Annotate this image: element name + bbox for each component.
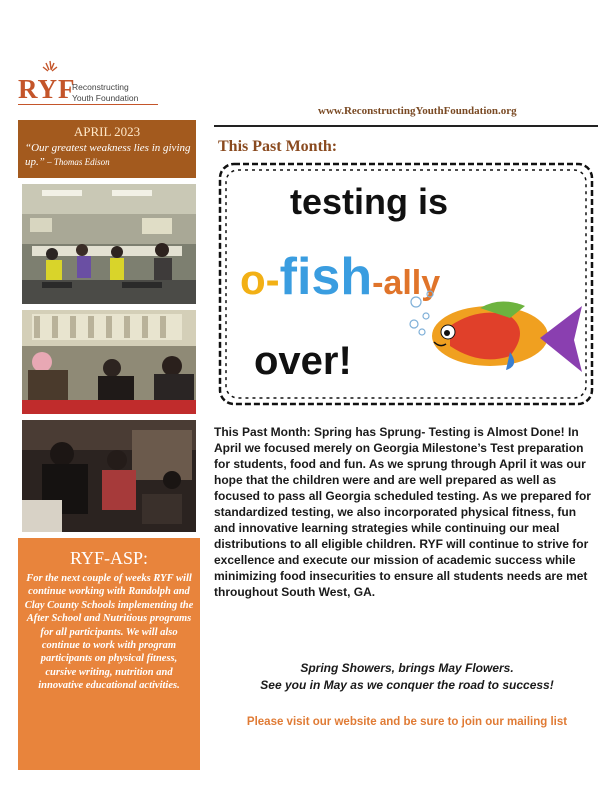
art-line-1: testing is xyxy=(290,181,449,222)
logo-mark: RYF xyxy=(18,74,76,104)
logo-tagline-2: Youth Foundation xyxy=(72,93,139,103)
art-line-2-fish: fish xyxy=(279,248,373,306)
logo-underline xyxy=(18,104,158,105)
logo-tagline-1: Reconstructing xyxy=(72,82,129,92)
testing-fish-illustration xyxy=(210,156,602,412)
closing-line-1: Spring Showers, brings May Flowers. xyxy=(300,661,514,675)
classroom-photo-1 xyxy=(22,184,196,304)
art-line-3: over! xyxy=(254,339,352,383)
website-link[interactable]: www.ReconstructingYouthFoundation.org xyxy=(318,105,517,117)
visit-website-cta[interactable]: Please visit our website and be sure to join our mailing list xyxy=(246,716,568,728)
classroom-photo-3 xyxy=(22,420,196,532)
quote-text xyxy=(25,141,193,169)
asp-title: RYF-ASP: xyxy=(69,548,149,568)
closing-message xyxy=(214,660,600,694)
header-rule xyxy=(214,125,598,127)
asp-box xyxy=(18,538,200,770)
asp-text: For the next couple of weeks RYF will continue working with Randolph and Clay County Schools implementing the After School and Nutritious programs for all participants. We will also continue to work with program participants on physical fitness, cursive writing, nutrition and innovative educational activities. xyxy=(24,573,194,692)
art-line-2-o: o- xyxy=(240,256,280,303)
issue-month: APRIL 2023 xyxy=(73,124,141,139)
section-heading: This Past Month: xyxy=(218,138,338,155)
body-paragraph: This Past Month: Spring has Sprung- Testing is Almost Done! In April we focused merely on Georgia Milestone’s Test preparation for students, food and fun. As we sprung through April it was our hope that the children were and are well prepared as well as focused to pass all Georgia scheduled testing. As we prepared for standardized testing, we also incorporated physical fitness, fun and innovative learning strategies while continuing our meal distributions to all eligible children. RYF will continue to strive for excellence and execute our mission of academic success while minimizing food insecurities to ensure all students needs are met throughout South West, GA. xyxy=(214,425,591,599)
classroom-photo-2 xyxy=(22,310,196,414)
closing-line-2: See you in May as we conquer the road to success! xyxy=(260,678,554,692)
ryf-logo xyxy=(18,60,178,110)
quote-author: – Thomas Edison xyxy=(44,157,110,167)
quote: “Our greatest weakness lies in giving up.” xyxy=(25,142,191,168)
quote-box xyxy=(18,120,196,178)
art-line-2-ally: -ally xyxy=(372,264,441,302)
